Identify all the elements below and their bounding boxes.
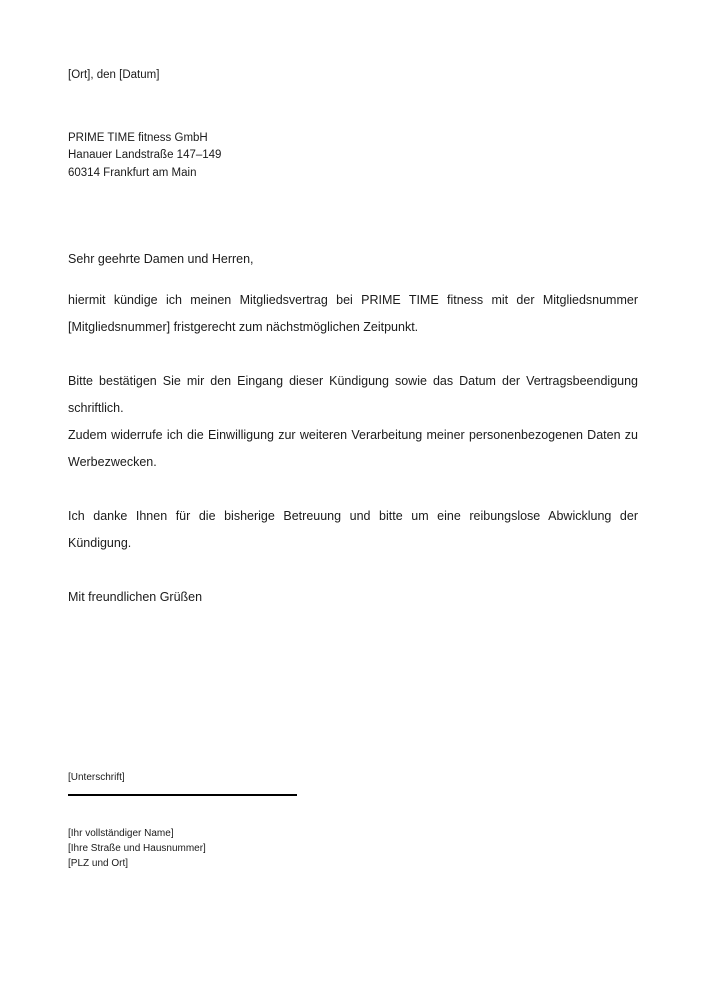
signature-line	[68, 794, 297, 796]
recipient-address-block	[68, 130, 221, 182]
sender-address-block	[68, 826, 206, 872]
sender-street: [Ihre Straße und Hausnummer]	[68, 843, 206, 855]
sender-city: [PLZ und Ort]	[68, 858, 129, 870]
recipient-city: 60314 Frankfurt am Main	[68, 166, 197, 179]
recipient-company-name: PRIME TIME fitness GmbH	[68, 132, 208, 144]
body-paragraph-thanks: Ich danke Ihnen für die bisherige Betreuung und bitte um eine reibungslose Abwicklung der Kündigung.	[68, 509, 638, 550]
salutation: Sehr geehrte Damen und Herren,	[68, 252, 254, 266]
body-paragraph-data-revocation: Zudem widerrufe ich die Einwilligung zur weiteren Verarbeitung meiner personenbezogenen Daten zu Werbezwecken.	[68, 428, 638, 469]
body-paragraph-cancellation: hiermit kündige ich meinen Mitgliedsvertrag bei PRIME TIME fitness mit der Mitgliedsnummer [Mitgliedsnummer] fristgerecht zum nächstmöglichen Zeitpunkt.	[68, 293, 638, 334]
signature-area	[68, 771, 638, 796]
closing-greeting: Mit freundlichen Grüßen	[68, 590, 203, 604]
body-paragraph-confirmation-request: Bitte bestätigen Sie mir den Eingang dieser Kündigung sowie das Datum der Vertragsbeendigung schriftlich.	[68, 374, 638, 415]
date-line: [Ort], den [Datum]	[68, 69, 160, 81]
recipient-street: Hanauer Landstraße 147–149	[68, 149, 222, 162]
sender-name: [Ihr vollständiger Name]	[68, 828, 174, 839]
letter-body	[68, 287, 638, 611]
signature-placeholder-label: [Unterschrift]	[68, 772, 125, 783]
